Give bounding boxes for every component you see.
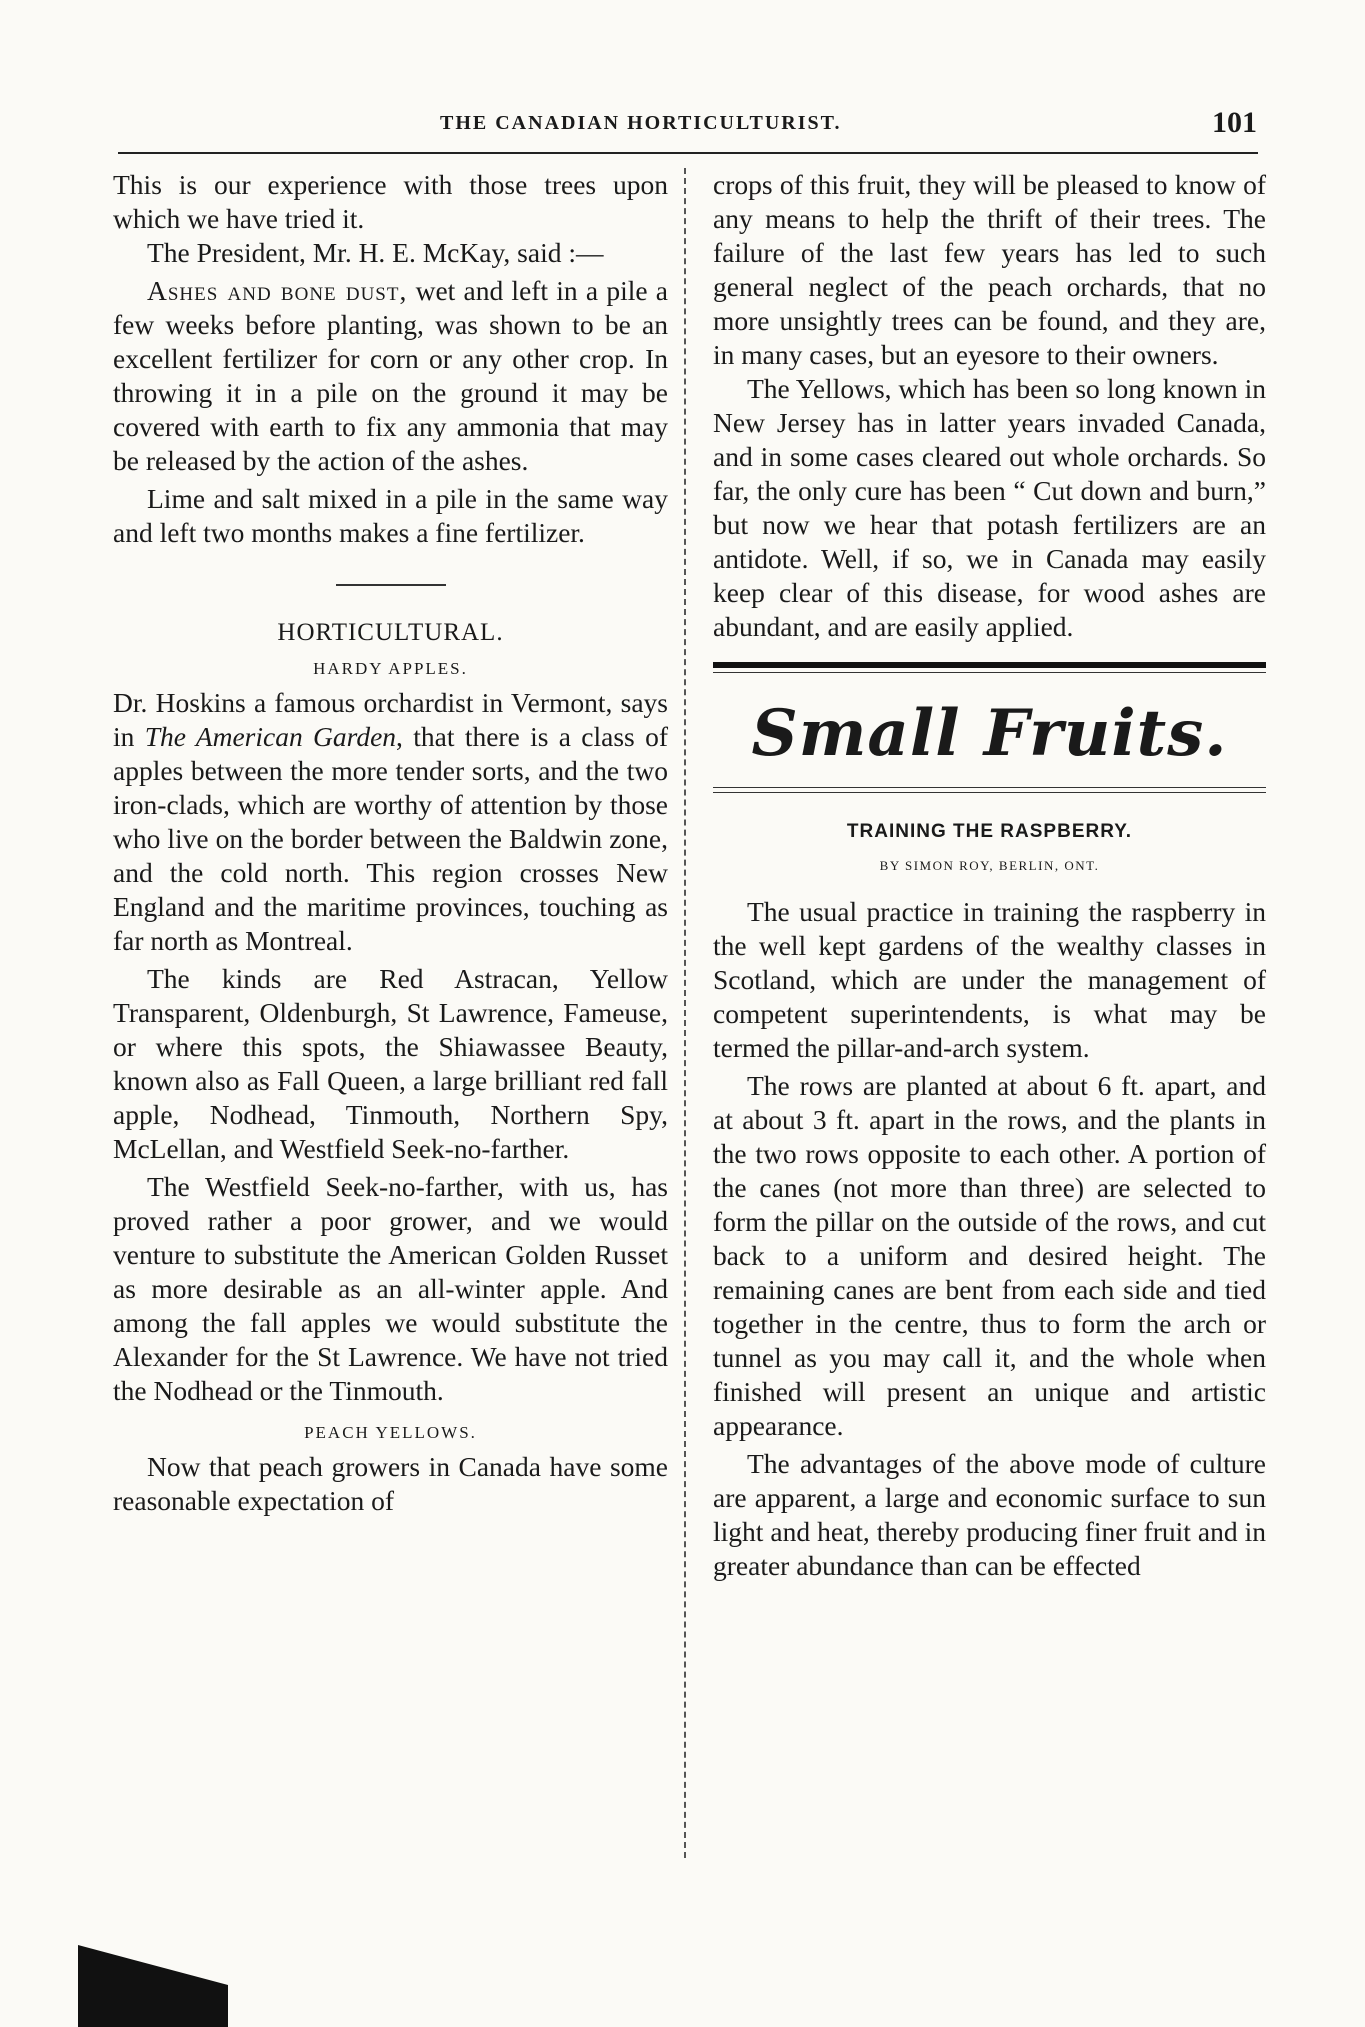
paragraph-text: , that there is a class of apples between the more tender sorts, and the two iron-clads, which are worthy of attention by those who live on the border between the Baldwin zone, and the cold north. This region crosses New England and the maritime provinces, touching as far north as Montreal.	[113, 721, 668, 956]
scan-edge-mark	[78, 1985, 228, 2027]
paragraph: The kinds are Red Astracan, Yellow Transparent, Oldenburgh, St Lawrence, Fameuse, or where this spots, the Shiawassee Beauty, known also as Fall Queen, a large brilliant red fall apple, Nodhead, Tinmouth, Northern Spy, McLellan, and Westfield Seek-no-farther.	[113, 963, 668, 1164]
lead-in: Ashes and bone dust,	[147, 275, 408, 306]
section-title: HORTICULTURAL.	[277, 619, 504, 646]
section-divider	[336, 584, 446, 586]
paragraph	[113, 274, 668, 478]
paragraph: crops of this fruit, they will be pleased to know of any means to help the thrift of their trees. The failure of the last few years has led to such general neglect of the peach orchards, that no more unsightly trees can be found, and they are, in many cases, but an eyesore to their owners.	[713, 169, 1266, 370]
paragraph: The Westfield Seek-no-farther, with us, has proved rather a poor grower, and we would venture to substitute the American Golden Russet as more desirable as an all-winter apple. And among the fall apples we would substitute the Alexander for the St Lawrence. We have not tried the Nodhead or the Tinmouth.	[113, 1171, 668, 1406]
subsection-title: HARDY APPLES.	[313, 659, 468, 678]
journal-title: THE CANADIAN HORTICULTURIST.	[440, 112, 842, 134]
byline: BY SIMON ROY, BERLIN, ONT.	[879, 858, 1100, 873]
right-column	[713, 168, 1266, 1583]
paragraph: This is our experience with those trees upon which we have tried it.	[113, 169, 668, 234]
scan-edge-mark	[78, 1945, 228, 1985]
article-title: TRAINING THE RASPBERRY.	[846, 821, 1133, 842]
running-head	[0, 106, 1365, 142]
publication-title: The American Garden	[144, 721, 397, 752]
paragraph	[113, 686, 668, 958]
paragraph: The advantages of the above mode of culture are apparent, a large and economic surface to sun light and heat, thereby producing finer fruit and in greater abundance than can be effected	[713, 1448, 1266, 1581]
page-number: 101	[1212, 106, 1257, 139]
subsection-title: PEACH YELLOWS.	[304, 1423, 477, 1442]
title-rule	[713, 787, 1266, 788]
paragraph: Lime and salt mixed in a pile in the same way and left two months makes a fine fertilizer.	[113, 483, 668, 548]
column-divider	[684, 168, 686, 1858]
left-column	[113, 168, 668, 1518]
paragraph: The usual practice in training the raspberry in the well kept gardens of the wealthy classes in Scotland, which are under the management of competent superintendents, is what may be termed the pillar-and-arch system.	[713, 896, 1266, 1063]
paragraph-text: Dr. Hoskins a famous orchardist in Vermont, says in	[113, 687, 668, 752]
department-title: Small Fruits.	[751, 696, 1228, 771]
paragraph-text: wet and left in a pile a few weeks before planting, was shown to be an excellent fertilizer for corn or any other crop. In throwing it in a pile on the ground it may be covered with earth to fix any ammonia that may be released by the action of the ashes.	[113, 275, 668, 476]
department-rule	[713, 662, 1266, 668]
paragraph: Now that peach growers in Canada have some reasonable expectation of	[113, 1451, 668, 1516]
title-rule	[713, 792, 1266, 793]
department-rule-thin	[713, 672, 1266, 673]
paragraph: The rows are planted at about 6 ft. apart, and at about 3 ft. apart in the rows, and the plants in the two rows opposite to each other. A portion of the canes (not more than three) are selected to form the pillar on the outside of the rows, and cut back to a uniform and desired height. The remaining canes are bent from each side and tied together in the centre, thus to form the arch or tunnel as you may call it, and the whole when finished will present an unique and artistic appearance.	[713, 1070, 1266, 1441]
paragraph: The President, Mr. H. E. McKay, said :—	[147, 237, 604, 268]
header-rule	[118, 152, 1258, 154]
paragraph: The Yellows, which has been so long known in New Jersey has in latter years invaded Canada, and in some cases cleared out whole orchards. So far, the only cure has been “ Cut down and burn,” but now we hear that potash fertilizers are an antidote. Well, if so, we in Canada may easily keep clear of this disease, for wood ashes are abundant, and are easily applied.	[713, 373, 1266, 642]
